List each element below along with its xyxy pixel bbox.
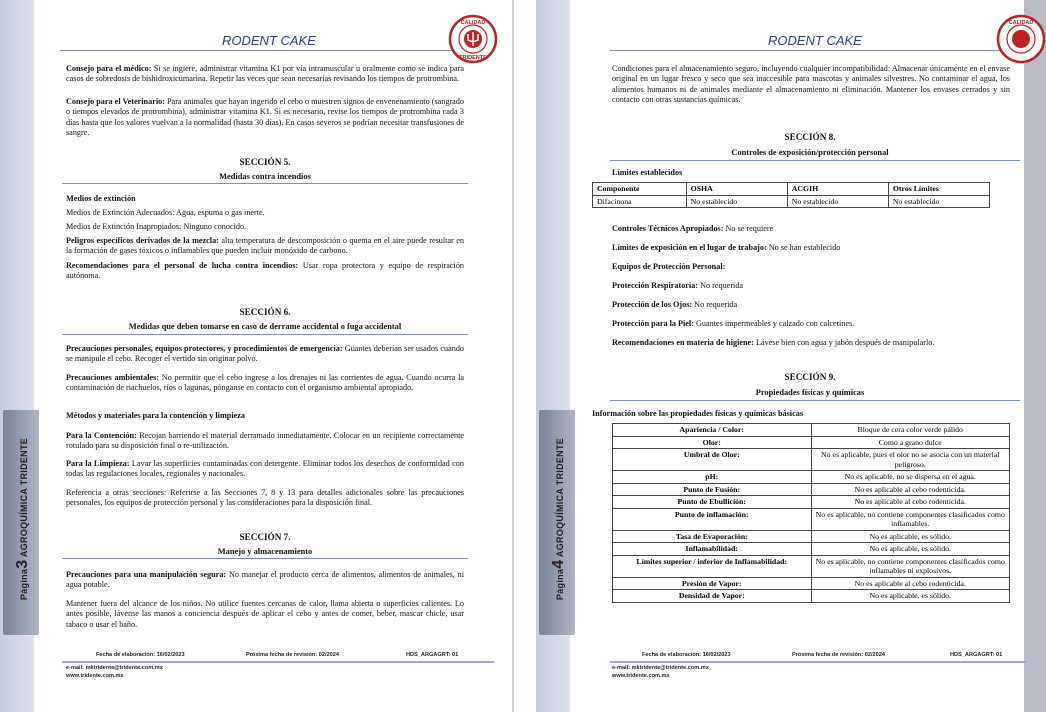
svg-text:CALIDAD: CALIDAD	[460, 20, 486, 26]
property-label: Densidad de Vapor:	[613, 590, 812, 603]
precauciones-ambientales: Precauciones ambientales: No permitir que el cebo ingrese a los drenajes ni las corrientes de agua. Cuando ocurra la contaminación de riachuelos, ríos o lagunas, pónganse en contacto con el organismo ambiental apropiado.	[66, 373, 465, 393]
footer-code: HDS_ARGAGRT: 01	[950, 652, 1003, 658]
table-cell: Difacinona	[593, 195, 687, 208]
limites-establecidos: Límites establecidos	[612, 168, 683, 177]
calidad-tridente-logo	[996, 14, 1046, 64]
footer-elaboracion: Fecha de elaboración: 16/02/2023	[642, 652, 731, 658]
property-row	[613, 483, 1010, 496]
title-rule	[610, 50, 1020, 51]
referencia-secciones: Referencia a otras secciones: Referirse a las Secciones 7, 8 y 13 para detalles adicionales sobre las precauciones personales, los equipos de protección personal y las consideraciones para la disposición final.	[66, 488, 464, 508]
table-cell: No establecido	[787, 195, 888, 208]
property-label: Apariencia / Color:	[613, 424, 812, 437]
table-header-row	[593, 183, 990, 196]
section-6-number: SECCIÓN 6.	[239, 307, 291, 317]
property-label: Olor:	[613, 436, 812, 449]
property-row	[613, 508, 1010, 530]
medios-adecuados: Medios de Extinción Adecuados: Agua, espuma o gas inerte.	[66, 208, 265, 217]
recomendaciones-higiene: Recomendaciones en materia de higiene: Lávese bien con agua y jabón después de manipularlo.	[612, 338, 935, 347]
properties-table	[612, 423, 1010, 603]
footer-revision: Próxima fecha de revisión: 02/2024	[246, 652, 339, 658]
proteccion-ojos: Protección de los Ojos: No requerida	[612, 300, 738, 309]
table-header: Componente	[593, 183, 687, 196]
section-7-number: SECCIÓN 7.	[239, 532, 291, 542]
equipos-proteccion: Equipos de Protección Personal:	[612, 262, 726, 271]
medios-inadecuados: Medios de Extinción Inapropiados: Ninguno conocido.	[66, 222, 247, 231]
para-contencion: Para la Contención: Recojan barriendo el material derramado inmediatamente. Colocar en un recipiente correctamente rotulado para su disposición final o re-utilización.	[66, 431, 464, 451]
document-page-3	[0, 0, 512, 712]
footer-elaboracion: Fecha de elaboración: 16/02/2023	[96, 652, 185, 658]
almacenamiento-seguro: Condiciones para el almacenamiento seguro, incluyendo cualquier incompatibilidad: Almacenar únicamente en el envase original en un lugar fresco y seco que sea inaccesible para mascotas y animales silvestres. No contaminar el agua, los alimentos humanos ni de animales mediante el almacenamiento ni eliminación. Mantener los envases cerrados y sin contacto con otras sustancias químicas.	[612, 64, 1010, 104]
medios-extincion-heading: Medios de extinción	[66, 194, 136, 203]
svg-text:TRIDENTE: TRIDENTE	[459, 55, 487, 61]
property-value: No es aplicable, es sólido.	[811, 543, 1010, 556]
table-header: OSHA	[686, 183, 787, 196]
footer-web[interactable]: www.tridente.com.mx	[612, 673, 670, 679]
property-value: No es aplicable, no se dispersa en el agua.	[811, 471, 1010, 484]
para-limpieza: Para la Limpieza: Lavar las superficies contaminadas con detergente. Eliminar todos los desechos de conformidad con todas las regulaciones locales, regionales y nacionales.	[66, 459, 464, 479]
page-side-tab	[539, 410, 575, 635]
footer-email[interactable]: e-mail: mktridente@tridente.com.mx	[66, 665, 163, 671]
section-rule	[62, 334, 468, 335]
page-side-band	[0, 0, 34, 712]
document-title: RODENT CAKE	[768, 33, 862, 48]
property-label: Inflamabilidad:	[613, 543, 812, 556]
section-rule	[610, 400, 1020, 401]
page-side-label: Página3 AGROQUÍMICA TRIDENTE	[14, 437, 31, 601]
footer-code: HDS_ARGAGRT: 01	[406, 652, 459, 658]
mantener-fuera: Mantener fuera del alcance de los niños. No utilice fuentes cercanas de calor, llama abierta o superficies calientes. Lo antes posible, lávense las manos a conciencia después de aplicar el cebo y antes de comer, beber, mascar chicle, usar tabaco o usar el baño.	[66, 599, 464, 629]
consejo-veterinario: Consejo para el Veterinario: Para animales que hayan ingerido el cebo o muestren signos de envenenamiento (sangrado o tiempos elevados de protrombina), administrar vitamina K1. Si es necesario, revise los tiempos de protrombina cada 3 días hasta que los valores vuelvan a la normalidad (hasta 30 días). En casos severos se podrían necesitar transfusiones de sangre.	[66, 97, 464, 137]
page-side-tab	[3, 410, 39, 635]
recomendaciones-incendio: Recomendaciones para el personal de lucha contra incendios: Usar ropa protectora y equipo de respiración autónoma.	[66, 261, 465, 281]
section-8-number: SECCIÓN 8.	[784, 132, 836, 142]
page-side-label: Página4 AGROQUÍMICA TRIDENTE	[550, 437, 567, 601]
controles-tecnicos: Controles Técnicos Apropiados: No se requiere	[612, 224, 774, 233]
footer-web[interactable]: www.tridente.com.mx	[66, 673, 124, 679]
property-row	[613, 555, 1010, 577]
manipulacion-segura: Precauciones para una manipulación segura: No manejar el producto cerca de alimentos, alimentos de animales, ni agua potable.	[66, 570, 465, 590]
property-row	[613, 449, 1010, 471]
consejo-medico: Consejo para el médico: Si se ingiere, administrar vitamina K1 por vía intramuscular u oralmente como se indica para casos de sobredosis de bishidroxicumarina. Repetir las veces que sean necesarias revisando los tiempos de protrombina.	[66, 64, 464, 84]
calidad-tridente-logo	[448, 14, 498, 64]
property-label: pH:	[613, 471, 812, 484]
property-label: Punto de Ebullición:	[613, 496, 812, 509]
footer-rule	[62, 661, 494, 663]
property-row	[613, 590, 1010, 603]
property-label: Tasa de Evaporación:	[613, 530, 812, 543]
property-label: Presión de Vapor:	[613, 577, 812, 590]
section-rule	[62, 183, 468, 184]
property-row	[613, 577, 1010, 590]
table-cell: No establecido	[686, 195, 787, 208]
title-rule	[60, 50, 470, 51]
property-row	[613, 436, 1010, 449]
peligros-especificos: Peligros específicos derivados de la mezcla: alta temperatura de descomposición o quema en el aire puede resultar en la formación de gases tóxicos o inflamables que pueden incluir monóxido de carbono.	[66, 236, 465, 256]
footer-email[interactable]: e-mail: mktridente@tridente.com.mx	[612, 665, 709, 671]
property-row	[613, 496, 1010, 509]
limits-table	[592, 182, 990, 208]
property-row	[613, 424, 1010, 437]
section-6-title: Medidas que deben tomarse en caso de derrame accidental o fuga accidental	[128, 322, 402, 331]
section-8-title: Controles de exposición/protección personal	[731, 148, 889, 157]
property-value: No es aplicable, no contiene componentes clasificados como inflamables ni explosivos.	[811, 555, 1010, 577]
limites-exposicion: Límites de exposición en el lugar de trabajo: No se han establecido	[612, 243, 841, 252]
property-value: Bloque de cera color verde pálido	[811, 424, 1010, 437]
page-side-band	[536, 0, 570, 712]
property-value: No es aplicable al cebo rodenticida.	[811, 496, 1010, 509]
svg-text:CALIDAD: CALIDAD	[1008, 20, 1034, 26]
section-rule	[62, 558, 468, 559]
proteccion-respiratoria: Protección Respiratoria: No requerida	[612, 281, 744, 290]
property-label: Umbral de Olor:	[613, 449, 812, 471]
proteccion-piel: Protección para la Piel: Guantes impermeables y calzado con calcetines.	[612, 319, 855, 328]
property-value: Como a grano dulce	[811, 436, 1010, 449]
document-title: RODENT CAKE	[222, 33, 316, 48]
property-value: No es aplicable al cebo rodenticida.	[811, 577, 1010, 590]
section-rule	[610, 160, 1020, 161]
property-row	[613, 530, 1010, 543]
table-cell: No establecido	[888, 195, 989, 208]
property-label: Punto de Fusión:	[613, 483, 812, 496]
property-value: No es aplicable, pues el olor no se asocia con un material peligroso.	[811, 449, 1010, 471]
precauciones-personales: Precauciones personales, equipos protectores, y procedimientos de emergencia: Guantes deberían ser usados cuando se manipule el cebo. Recoger el vertido sin originar polvo.	[66, 344, 465, 364]
section-7-title: Manejo y almacenamiento	[217, 547, 313, 556]
table-row	[593, 195, 990, 208]
section-5-title: Medidas contra incendios	[219, 172, 311, 181]
property-row	[613, 543, 1010, 556]
property-value: No es aplicable, es sólido.	[811, 590, 1010, 603]
property-row	[613, 471, 1010, 484]
section-9-title: Propiedades físicas y químicas	[755, 388, 865, 397]
table-header: ACGIH	[787, 183, 888, 196]
metodos-heading: Métodos y materiales para la contención y limpieza	[66, 411, 245, 420]
section-9-number: SECCIÓN 9.	[784, 372, 836, 382]
table-header: Otros Límites	[888, 183, 989, 196]
property-value: No es aplicable al cebo rodenticida.	[811, 483, 1010, 496]
property-label: Límites superior / inferior de Inflamabilidad:	[613, 555, 812, 577]
property-label: Punto de inflamación:	[613, 508, 812, 530]
property-value: No es aplicable, es sólido.	[811, 530, 1010, 543]
section-5-number: SECCIÓN 5.	[239, 157, 291, 167]
footer-rule	[610, 661, 1026, 663]
document-page-4	[512, 0, 1034, 712]
property-value: No es aplicable, no contiene componentes clasificados como inflamables.	[811, 508, 1010, 530]
footer-revision: Próxima fecha de revisión: 02/2024	[792, 652, 885, 658]
info-propiedades: Información sobre las propiedades físicas y químicas básicas	[592, 409, 803, 418]
